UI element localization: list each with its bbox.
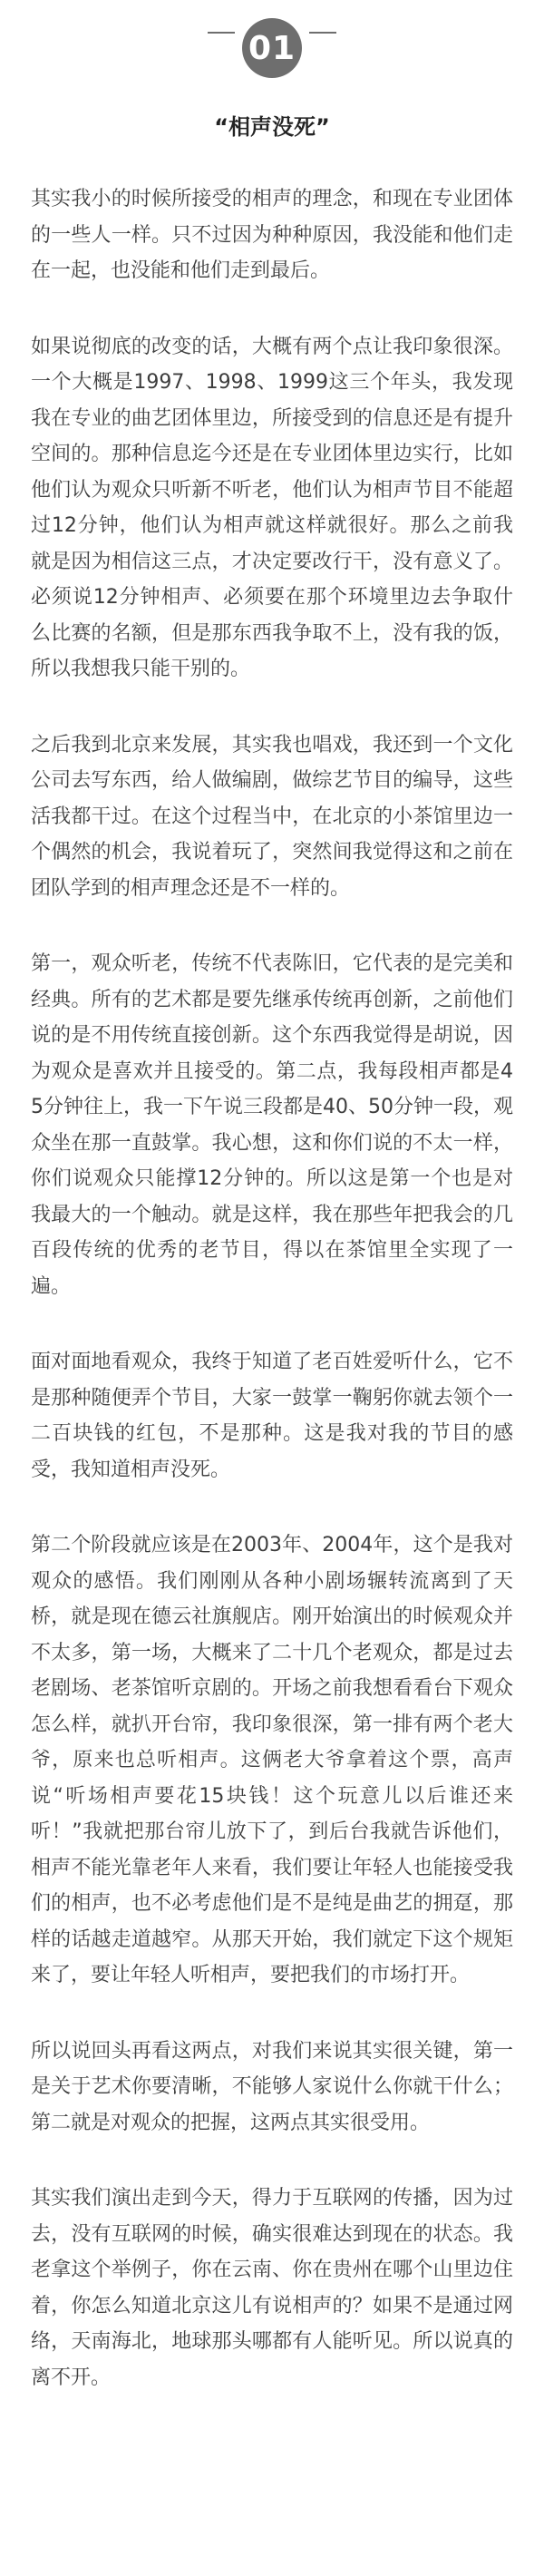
section-badge-wrap [0, 18, 544, 82]
paragraph-6: 第二个阶段就应该是在2003年、2004年，这个是我对观众的感悟。我们刚刚从各种小剧场辗转流离到了天桥，就是现在德云社旗舰店。刚开始演出的时候观众并不太多，第一场，大概来了二十几个老观众，都是过去老剧场、老茶馆听京剧的。开场之前我想看看台下观众怎么样，就扒开台帘，我印象很深，第一排有两个老大爷，原来也总听相声。这俩老大爷拿着这个票，高声说“听场相声要花15块钱！这个玩意儿以后谁还来听！”我就把那台帘儿放下了，到后台我就告诉他们，相声不能光靠老年人来看，我们要让年轻人也能接受我们的相声，也不必考虑他们是不是纯是曲艺的拥趸，那样的话越走道越窄。从那天开始，我们就定下这个规矩来了，要让年轻人听相声，要把我们的市场打开。 [31, 1534, 513, 1986]
paragraph-5: 面对面地看观众，我终于知道了老百姓爱听什么，它不是那种随便弄个节目，大家一鼓掌一鞠躬你就去领个一二百块钱的红包，不是那种。这是我对我的节目的感受，我知道相声没死。 [31, 1351, 513, 1481]
paragraph-4: 第一，观众听老，传统不代表陈旧，它代表的是完美和经典。所有的艺术都是要先继承传统再创新，之前他们说的是不用传统直接创新。这个东西我觉得是胡说，因为观众是喜欢并且接受的。第二点，我每段相声都是45分钟往上，我一下午说三段都是40、50分钟一段，观众坐在那一直鼓掌。我心想，这和你们说的不太一样，你们说观众只能撑12分钟的。所以这是第一个也是对我最大的一个触动。就是这样，我在那些年把我会的几百段传统的优秀的老节目，得以在茶馆里全实现了一遍。 [31, 952, 513, 1298]
paragraph-3: 之后我到北京来发展，其实我也唱戏，我还到一个文化公司去写东西，给人做编剧，做综艺节目的编导，这些活我都干过。在这个过程当中，在北京的小茶馆里边一个偶然的机会，我说着玩了，突然间我觉得这和之前在团队学到的相声理念还是不一样的。 [31, 733, 513, 900]
paragraph-8: 其实我们演出走到今天，得力于互联网的传播，因为过去，没有互联网的时候，确实很难达到现在的状态。我老拿这个举例子，你在云南、你在贵州在哪个山里边住着，你怎么知道北京这儿有说相声的？如果不是通过网络，天南海北，地球那头哪都有人能听见。所以说真的离不开。 [31, 2187, 513, 2389]
paragraph-2: 如果说彻底的改变的话，大概有两个点让我印象很深。一个大概是1997、1998、1999这三个年头，我发现我在专业的曲艺团体里边，所接受到的信息还是有提升空间的。那种信息迄今还是在专业团体里边实行，比如他们认为观众只听新不听老，他们认为相声节目不能超过12分钟，他们认为相声就这样就很好。那么之前我就是因为相信这三点，才决定要改行干，没有意义了。必须说12分钟相声、必须要在那个环境里边去争取什么比赛的名额，但是那东西我争取不上，没有我的饭，所以我想我只能干别的。 [31, 335, 513, 680]
section-number-badge: 01 [242, 18, 302, 78]
paragraph-7: 所以说回头再看这两点，对我们来说其实很关键，第一是关于艺术你要清晰，不能够人家说什么你就干什么；第二就是对观众的把握，这两点其实很受用。 [31, 2039, 513, 2134]
section-title: “相声没死” [214, 114, 330, 140]
article-body [31, 181, 513, 2435]
paragraph-1: 其实我小的时候所接受的相声的理念，和现在专业团体的一些人一样。只不过因为种种原因，我没能和他们走在一起，也没能和他们走到最后。 [31, 188, 513, 282]
